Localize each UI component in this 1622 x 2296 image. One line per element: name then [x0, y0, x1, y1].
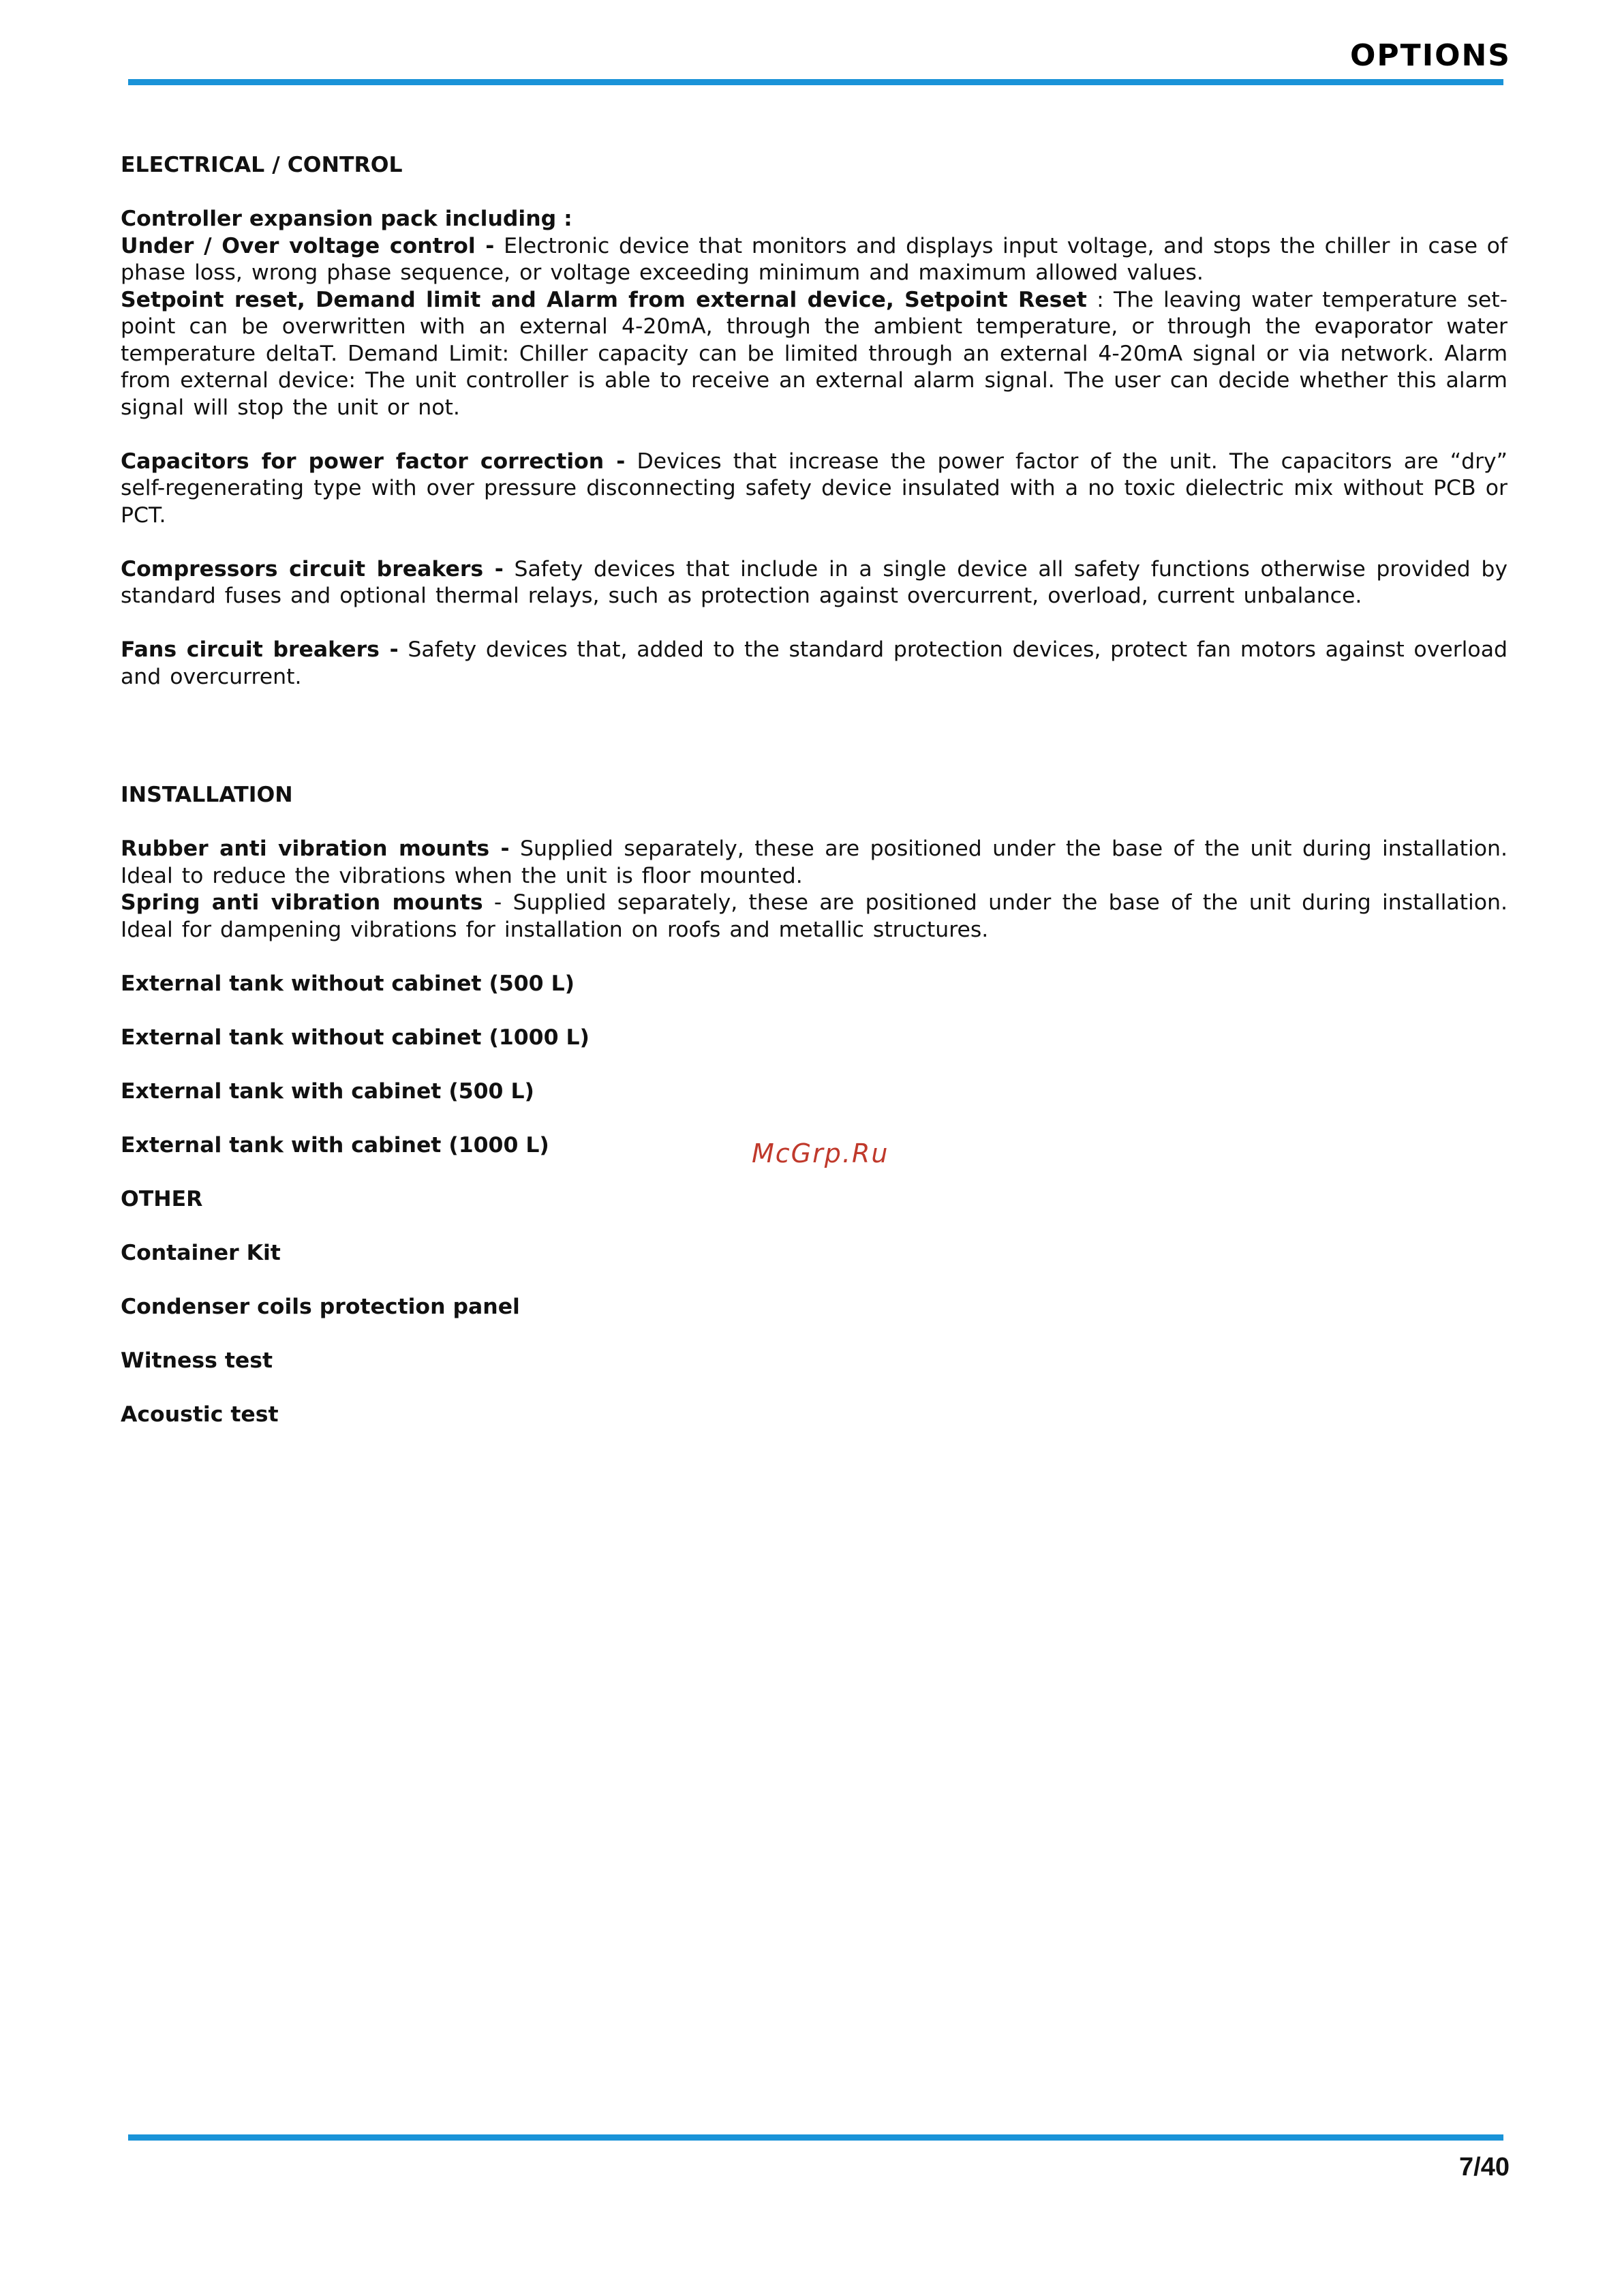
rubber-mounts-paragraph	[121, 836, 1508, 890]
section-heading-other: OTHER	[121, 1186, 203, 1211]
page-header-title: OPTIONS	[1350, 38, 1511, 73]
tank-item: External tank with cabinet (1000 L)	[121, 1132, 549, 1158]
spring-mounts-term: Spring anti vibration mounts	[121, 890, 483, 915]
capacitors-term: Capacitors for power factor correction -	[121, 449, 626, 474]
other-item: Witness test	[121, 1348, 273, 1373]
expansion-pack-heading: Controller expansion pack including :	[121, 207, 572, 231]
watermark-text: McGrp.Ru	[752, 1138, 889, 1168]
fans-breakers-term: Fans circuit breakers -	[121, 637, 399, 662]
header-rule	[128, 79, 1503, 85]
setpoint-reset-term: Setpoint reset, Demand limit and Alarm from external device, Setpoint Reset	[121, 287, 1087, 312]
other-item: Acoustic test	[121, 1402, 279, 1427]
document-body	[121, 152, 1508, 1428]
tank-item: External tank without cabinet (1000 L)	[121, 1025, 590, 1050]
voltage-control-paragraph	[121, 233, 1508, 287]
capacitors-paragraph	[121, 449, 1508, 530]
spring-mounts-paragraph	[121, 890, 1508, 943]
fans-breakers-paragraph	[121, 637, 1508, 691]
compressors-breakers-paragraph	[121, 556, 1508, 610]
capacitors-text: Devices that increase the power factor of the unit. The capacitors are “dry” self-regenerating type with over pressure disconnecting safety device insulated with a no toxic dielectric mix without PCB or PCT.	[121, 449, 1508, 528]
voltage-control-term: Under / Over voltage control -	[121, 233, 495, 258]
section-heading-installation: INSTALLATION	[121, 783, 293, 807]
setpoint-reset-paragraph	[121, 287, 1508, 422]
compressors-breakers-text: Safety devices that include in a single device all safety functions otherwise provided by standard fuses and optional thermal relays, such as protection against overcurrent, overload, current unbalance.	[121, 556, 1508, 608]
tank-item: External tank without cabinet (500 L)	[121, 971, 575, 996]
setpoint-reset-text: : The leaving water temperature set-point can be overwritten with an external 4-20mA, through the ambient temperature, or through the evaporator water temperature deltaT. Demand Limit: Chiller capacity can be limited through an external 4-20mA signal or via network. Alarm from external device: The unit controller is able to receive an external alarm signal. The user can decide whether this alarm signal will stop the unit or not.	[121, 287, 1508, 420]
fans-breakers-text: Safety devices that, added to the standard protection devices, protect fan motors against overload and overcurrent.	[121, 637, 1508, 689]
spring-mounts-text: - Supplied separately, these are positioned under the base of the unit during installation. Ideal for dampening vibrations for installation on roofs and metallic structures.	[121, 890, 1508, 942]
footer-rule	[128, 2134, 1503, 2141]
rubber-mounts-term: Rubber anti vibration mounts -	[121, 836, 510, 861]
other-item: Condenser coils protection panel	[121, 1294, 520, 1319]
voltage-control-text: Electronic device that monitors and displays input voltage, and stops the chiller in case of phase loss, wrong phase sequence, or voltage exceeding minimum and maximum allowed values.	[121, 233, 1508, 285]
page-number: 7/40	[1459, 2153, 1510, 2181]
tank-item: External tank with cabinet (500 L)	[121, 1078, 534, 1104]
other-item: Container Kit	[121, 1240, 281, 1265]
section-heading-electrical: ELECTRICAL / CONTROL	[121, 153, 403, 177]
compressors-breakers-term: Compressors circuit breakers -	[121, 556, 504, 581]
rubber-mounts-text: Supplied separately, these are positioned under the base of the unit during installation. Ideal to reduce the vibrations when the unit is floor mounted.	[121, 836, 1508, 888]
